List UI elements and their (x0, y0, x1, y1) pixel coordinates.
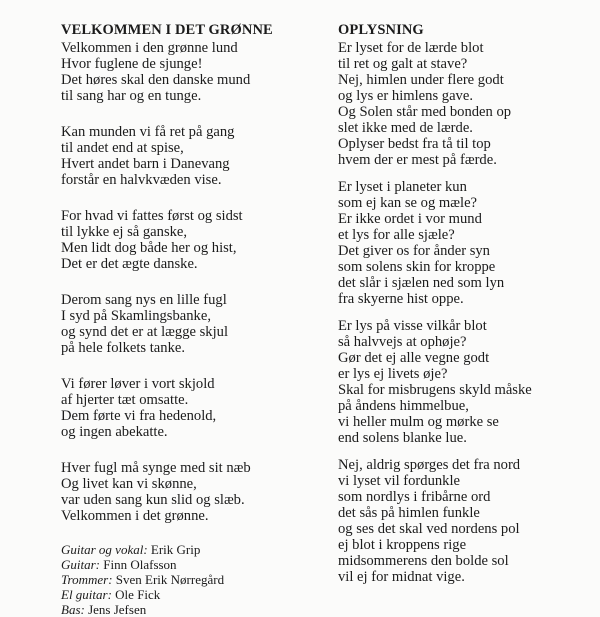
lyric-line: For hvad vi fattes først og sidst (61, 208, 243, 224)
credit-role: Bas: (61, 602, 85, 617)
lyric-line: ej blot i kroppens rige (338, 537, 467, 553)
credit-row (61, 602, 321, 617)
lyric-line: Derom sang nys en lille fugl (61, 292, 227, 308)
stanza (61, 292, 321, 356)
lyric-line: midsommerens den bolde sol (338, 553, 509, 569)
lyric-line: Gør det ej alle vegne godt (338, 350, 490, 366)
credit-name: Finn Olafsson (103, 557, 177, 572)
lyric-line: vi lyset vil fordunkle (338, 473, 461, 489)
lyric-line: Hvert andet barn i Danevang (61, 156, 230, 172)
lyric-line: på åndens himmelbue, (338, 398, 469, 414)
lyric-line: end solens blanke lue. (338, 430, 467, 446)
lyric-line: til ret og galt at stave? (338, 56, 468, 72)
lyric-line: Men lidt dog både her og hist, (61, 240, 237, 256)
credit-row (61, 557, 321, 572)
stanza (61, 124, 321, 188)
lyric-line: slet ikke med de lærde. (338, 120, 473, 136)
lyric-line: vil ej for midnat vige. (338, 569, 465, 585)
song-oplysning (338, 22, 588, 596)
lyric-line: hvem der er mest på færde. (338, 152, 497, 168)
credit-row (61, 572, 321, 587)
song-title: OPLYSNING (338, 22, 424, 38)
lyric-line: som nordlys i fribårne ord (338, 489, 491, 505)
lyric-line: Det er det ægte danske. (61, 256, 198, 272)
lyric-line: Dem førte vi fra hedenold, (61, 408, 217, 424)
lyric-line: Og livet kan vi skønne, (61, 476, 197, 492)
stanza (338, 457, 588, 585)
lyric-line: Det høres skal den danske mund (61, 72, 251, 88)
credit-name: Ole Fick (115, 587, 161, 602)
lyric-line: til lykke ej så ganske, (61, 224, 188, 240)
lyric-line: Velkommen i det grønne. (61, 508, 209, 524)
lyric-line: det slår i sjælen ned som lyn (338, 275, 505, 291)
song-title: VELKOMMEN I DET GRØNNE (61, 22, 273, 38)
lyric-line: så halvvejs at ophøje? (338, 334, 467, 350)
stanza (61, 40, 321, 104)
lyric-line: Og Solen står med bonden op (338, 104, 512, 120)
lyric-line: og synd det er at lægge skjul (61, 324, 228, 340)
lyric-line: Velkommen i den grønne lund (61, 40, 238, 56)
lyric-line: Vi fører løver i vort skjold (61, 376, 215, 392)
credit-role: El guitar: (61, 587, 112, 602)
credit-name: Jens Jefsen (88, 602, 147, 617)
credits (61, 542, 321, 617)
stanza (61, 460, 321, 524)
credit-name: Erik Grip (150, 542, 201, 557)
lyric-line: Hvor fuglene de sjunge! (61, 56, 203, 72)
lyric-line: er lys ej livets øje? (338, 366, 448, 382)
lyric-line: var uden sang kun slid og slæb. (61, 492, 245, 508)
stanza (61, 208, 321, 272)
lyric-line: Kan munden vi få ret på gang (61, 124, 235, 140)
lyric-line: som ej kan se og mæle? (338, 195, 478, 211)
lyric-line: og ses det skal ved nordens pol (338, 521, 520, 537)
stanza (338, 179, 588, 307)
lyric-line: Er lyset for de lærde blot (338, 40, 484, 56)
credit-name: Sven Erik Nørregård (115, 572, 225, 587)
stanza (61, 376, 321, 440)
lyric-line: Er lys på visse vilkår blot (338, 318, 487, 334)
credit-row (61, 542, 321, 557)
song-velkommen-i-det-gronne (61, 22, 321, 617)
credit-role: Guitar og vokal: (61, 542, 148, 557)
lyric-line: Det giver os for ånder syn (338, 243, 490, 259)
lyric-line: af hjerter tæt omsatte. (61, 392, 189, 408)
lyrics (338, 40, 588, 585)
lyric-line: forstår en halvkvæden vise. (61, 172, 222, 188)
credit-role: Trommer: (61, 572, 113, 587)
lyric-line: til andet end at spise, (61, 140, 184, 156)
lyric-line: og lys er himlens gave. (338, 88, 473, 104)
stanza (338, 318, 588, 446)
lyric-line: fra skyerne hist oppe. (338, 291, 464, 307)
lyric-line: på hele folkets tanke. (61, 340, 185, 356)
lyric-line: det sås på himlen funkle (338, 505, 480, 521)
lyric-line: og ingen abekatte. (61, 424, 168, 440)
lyric-line: til sang har og en tunge. (61, 88, 202, 104)
lyric-line: Nej, himlen under flere godt (338, 72, 504, 88)
lyric-line: Hver fugl må synge med sit næb (61, 460, 251, 476)
lyric-line: I syd på Skamlingsbanke, (61, 308, 211, 324)
stanza (338, 40, 588, 168)
lyric-line: vi heller mulm og mørke se (338, 414, 499, 430)
lyric-line: Nej, aldrig spørges det fra nord (338, 457, 521, 473)
lyric-line: Skal for misbrugens skyld måske (338, 382, 532, 398)
lyrics (61, 40, 321, 524)
lyric-line: et lys for alle sjæle? (338, 227, 455, 243)
lyric-line: Oplyser bedst fra tå til top (338, 136, 491, 152)
credit-role: Guitar: (61, 557, 100, 572)
lyric-line: som solens skin for kroppe (338, 259, 496, 275)
lyric-line: Er lyset i planeter kun (338, 179, 467, 195)
lyric-line: Er ikke ordet i vor mund (338, 211, 482, 227)
